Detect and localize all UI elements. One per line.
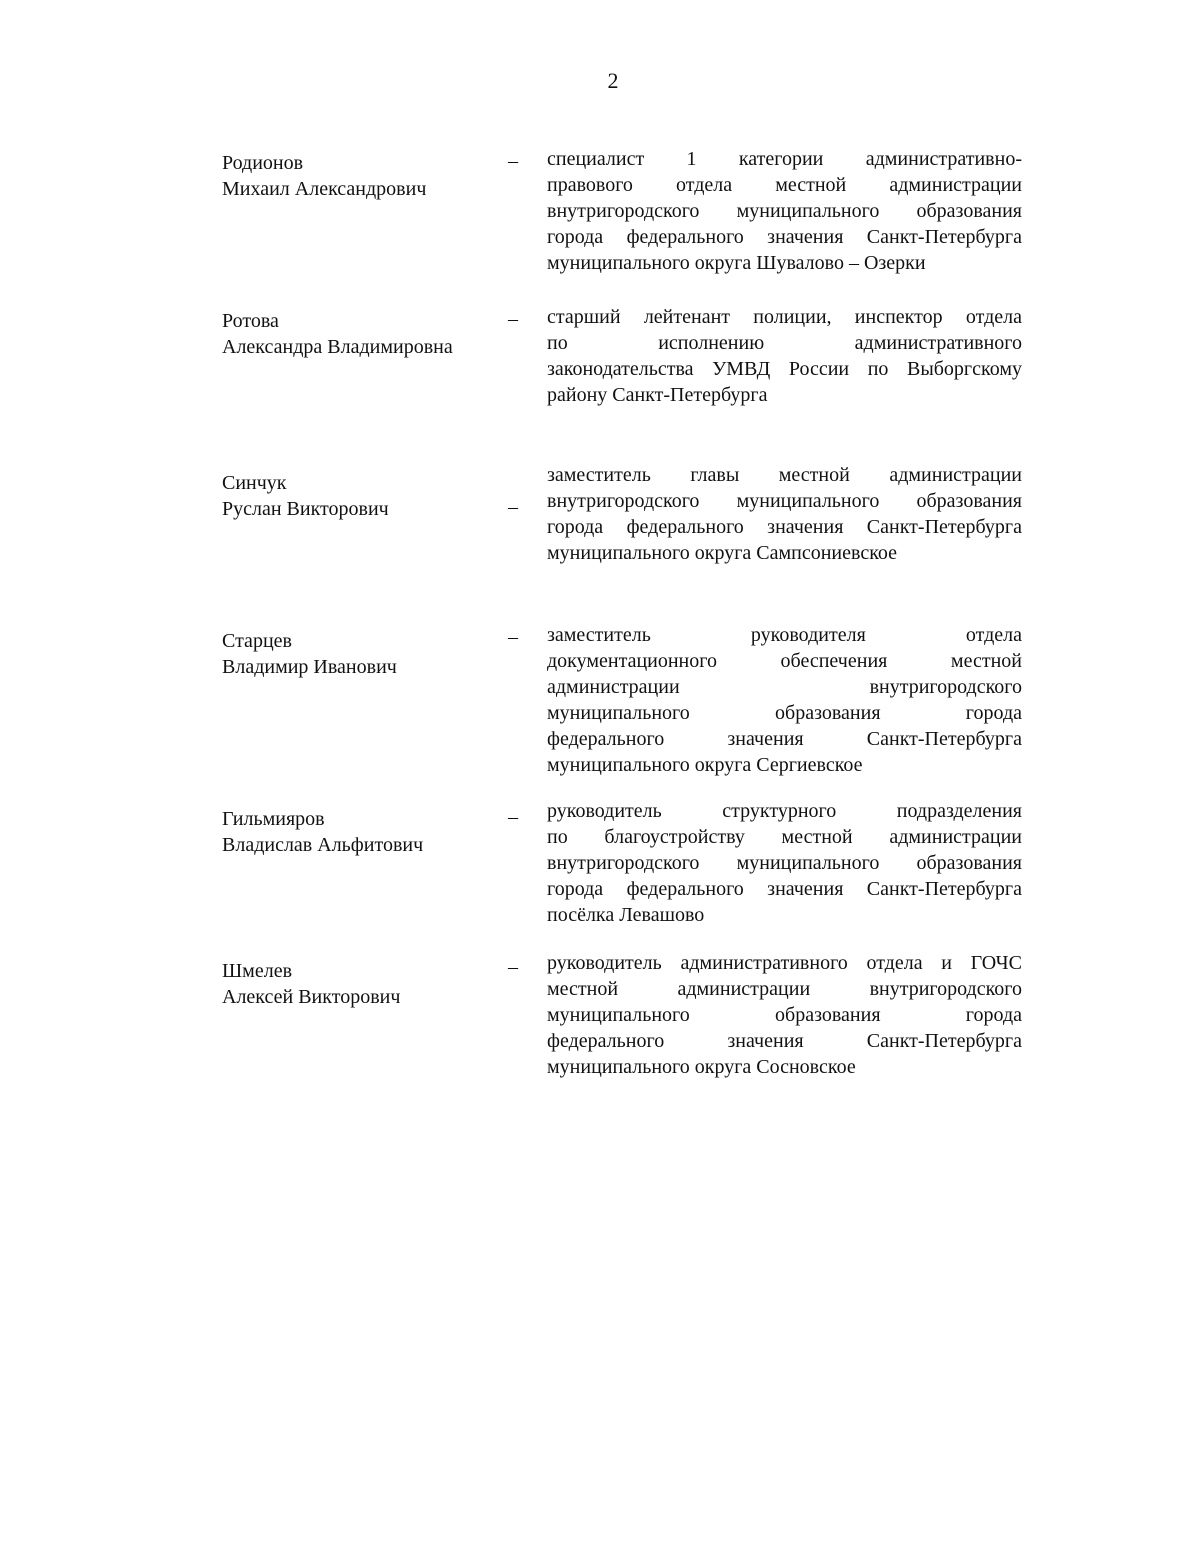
position-line: местной администрации внутригородского [547, 978, 1022, 1000]
position-line: муниципального округа Шувалово – Озерки [547, 252, 926, 274]
position-line: законодательства УМВД России по Выборгскому [547, 358, 1022, 380]
position-line: муниципального округа Сергиевское [547, 754, 863, 776]
separator-dash: – [508, 308, 518, 330]
page-number: 2 [607, 68, 619, 93]
position-line: муниципального образования города [547, 702, 1022, 724]
position-line: заместитель главы местной администрации [547, 464, 1022, 486]
position-line: по благоустройству местной администрации [547, 826, 1022, 848]
member-given-names: Руслан Викторович [222, 498, 389, 520]
member-position [547, 798, 1022, 928]
position-line: документационного обеспечения местной [547, 650, 1022, 672]
position-line: внутригородского муниципального образования [547, 200, 1022, 222]
position-line: муниципального округа Сампсониевское [547, 542, 898, 564]
member-position [547, 146, 1022, 276]
member-name [222, 150, 492, 202]
position-line: правового отдела местной администрации [547, 174, 1022, 196]
member-surname: Шмелев [222, 960, 293, 982]
position-line: району Санкт-Петербурга [547, 384, 768, 406]
member-given-names: Владимир Иванович [222, 656, 397, 678]
separator-dash: – [508, 150, 518, 172]
position-line: города федерального значения Санкт-Петербурга [547, 516, 1022, 538]
position-line: руководитель административного отдела и ГОЧС [547, 952, 1022, 974]
position-line: специалист 1 категории административно- [547, 148, 1022, 170]
separator-dash: – [508, 806, 518, 828]
position-line: заместитель руководителя отдела [547, 624, 1022, 646]
position-line: администрации внутригородского [547, 676, 1022, 698]
member-surname: Ротова [222, 310, 279, 332]
position-line: федерального значения Санкт-Петербурга [547, 1030, 1022, 1052]
separator-dash: – [508, 496, 518, 518]
position-line: по исполнению административного [547, 332, 1022, 354]
position-line: города федерального значения Санкт-Петербурга [547, 226, 1022, 248]
member-surname: Синчук [222, 472, 287, 494]
member-surname: Старцев [222, 630, 292, 652]
position-line: муниципального округа Сосновское [547, 1056, 856, 1078]
member-name [222, 628, 492, 680]
member-surname: Родионов [222, 152, 304, 174]
member-given-names: Александра Владимировна [222, 336, 453, 358]
position-line: посёлка Левашово [547, 904, 705, 926]
member-name [222, 806, 492, 858]
member-position [547, 304, 1022, 408]
member-surname: Гильмияров [222, 808, 325, 830]
member-given-names: Владислав Альфитович [222, 834, 424, 856]
position-line: города федерального значения Санкт-Петербурга [547, 878, 1022, 900]
position-line: руководитель структурного подразделения [547, 800, 1022, 822]
member-position [547, 622, 1022, 778]
member-name [222, 958, 492, 1010]
position-line: внутригородского муниципального образования [547, 852, 1022, 874]
member-name [222, 308, 492, 360]
separator-dash: – [508, 626, 518, 648]
member-position [547, 950, 1022, 1080]
position-line: муниципального образования города [547, 1004, 1022, 1026]
separator-dash: – [508, 956, 518, 978]
position-line: внутригородского муниципального образования [547, 490, 1022, 512]
member-position [547, 462, 1022, 566]
position-line: федерального значения Санкт-Петербурга [547, 728, 1022, 750]
position-line: старший лейтенант полиции, инспектор отдела [547, 306, 1022, 328]
member-given-names: Алексей Викторович [222, 986, 401, 1008]
member-name [222, 470, 492, 522]
member-given-names: Михаил Александрович [222, 178, 427, 200]
